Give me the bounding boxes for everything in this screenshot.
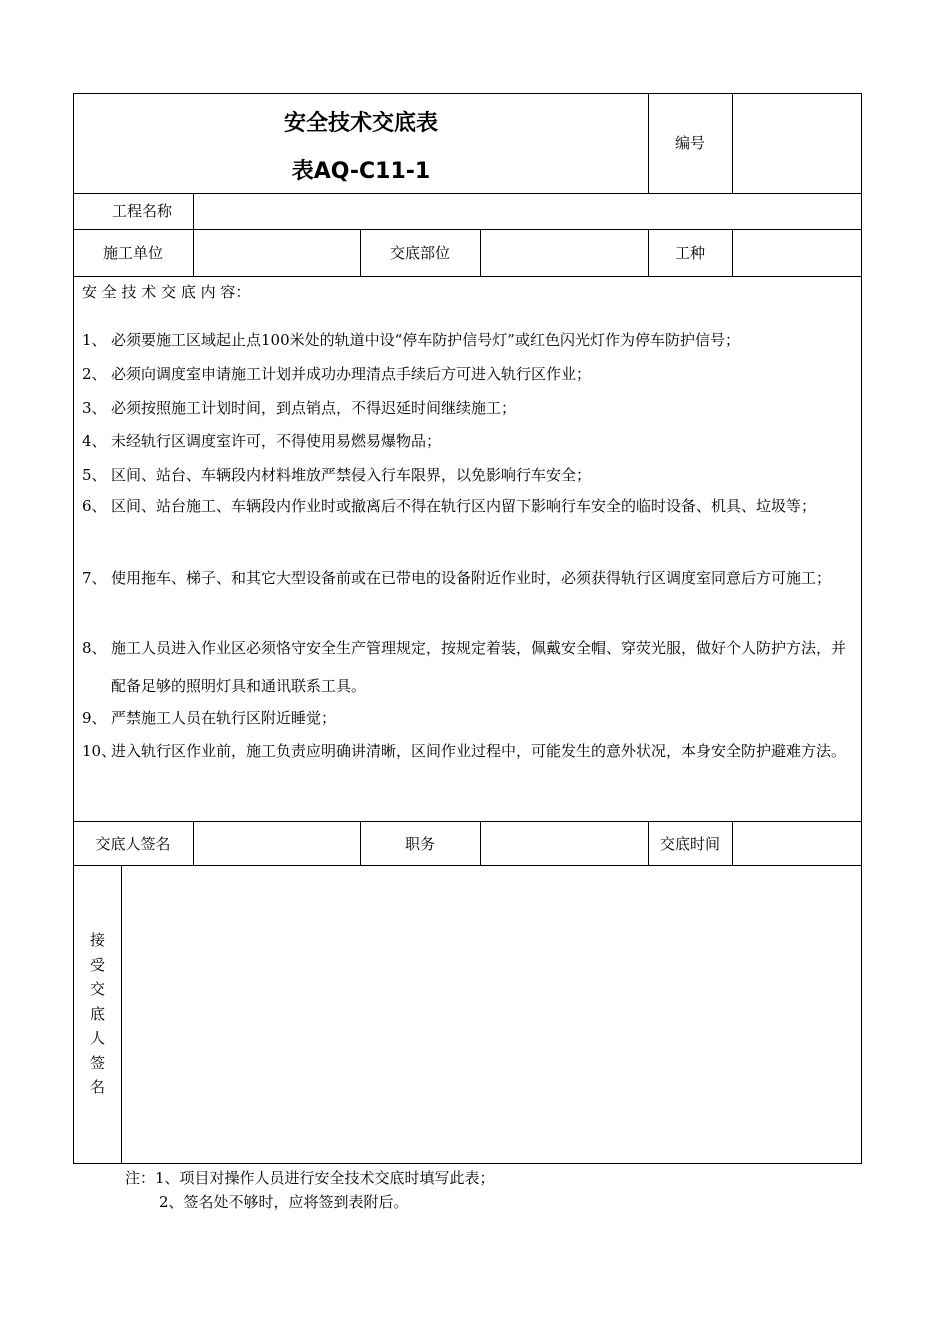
position-field[interactable] bbox=[481, 822, 648, 865]
content-heading: 安 全 技 术 交 底 内 容： bbox=[82, 283, 251, 301]
item-number: 8、 bbox=[82, 639, 107, 657]
item-text: 严禁施工人员在轨行区附近睡觉； bbox=[111, 709, 337, 727]
signer-label: 交底人签名 bbox=[95, 835, 171, 853]
item-number: 4、 bbox=[82, 432, 107, 450]
time-field[interactable] bbox=[733, 822, 861, 865]
item-text: 必须要施工区域起止点100米处的轨道中设“停车防护信号灯”或红色闪光灯作为停车防护信号； bbox=[111, 331, 740, 349]
item-number: 3、 bbox=[82, 399, 107, 417]
time-label: 交底时间 bbox=[659, 835, 720, 853]
project-name-label: 工程名称 bbox=[111, 202, 172, 220]
construction-unit-label: 施工单位 bbox=[102, 244, 163, 262]
trade-label: 工种 bbox=[674, 244, 705, 262]
number-field[interactable] bbox=[733, 94, 861, 193]
signer-field[interactable] bbox=[194, 822, 360, 865]
position-label: 职务 bbox=[404, 835, 435, 853]
number-label: 编号 bbox=[674, 134, 705, 152]
item-text: 区间、站台施工、车辆段内作业时或撤离后不得在轨行区内留下影响行车安全的临时设备、机具、垃圾等； bbox=[111, 497, 817, 515]
item-number: 9、 bbox=[82, 709, 107, 727]
item-number: 1、 bbox=[82, 331, 107, 349]
note-line-1: 注：1、项目对操作人员进行安全技术交底时填写此表； bbox=[125, 1169, 495, 1187]
project-name-field[interactable] bbox=[194, 194, 861, 229]
item-number: 7、 bbox=[82, 569, 107, 587]
receiver-signature-area[interactable] bbox=[122, 866, 861, 1163]
form-code: 表AQ-C11-1 bbox=[291, 159, 431, 184]
item-text: 未经轨行区调度室许可，不得使用易燃易爆物品； bbox=[111, 432, 442, 450]
item-number: 10、 bbox=[82, 742, 117, 760]
item-number: 5、 bbox=[82, 466, 107, 484]
item-text: 区间、站台、车辆段内材料堆放严禁侵入行车限界，以免影响行车安全； bbox=[111, 466, 592, 484]
handover-part-label: 交底部位 bbox=[389, 244, 450, 262]
handover-part-field[interactable] bbox=[481, 230, 648, 276]
item-text: 必须按照施工计划时间，到点销点，不得迟延时间继续施工； bbox=[111, 399, 517, 417]
item-number: 6、 bbox=[82, 497, 107, 515]
item-text: 施工人员进入作业区必须恪守安全生产管理规定，按规定着装，佩戴安全帽、穿荧光服，做好个人防护方法，并配备足够的照明灯具和通讯联系工具。 bbox=[111, 639, 847, 695]
item-text: 必须向调度室申请施工计划并成功办理清点手续后方可进入轨行区作业； bbox=[111, 365, 592, 383]
trade-field[interactable] bbox=[733, 230, 861, 276]
note-line-2: 2、签名处不够时，应将签到表附后。 bbox=[159, 1193, 409, 1211]
construction-unit-field[interactable] bbox=[194, 230, 360, 276]
item-text: 进入轨行区作业前，施工负责应明确讲清晰，区间作业过程中，可能发生的意外状况，本身安全防护避难方法。 bbox=[111, 742, 847, 760]
item-number: 2、 bbox=[82, 365, 107, 383]
receiver-signature-label: 接 受 交 底 人 签 名 bbox=[89, 931, 105, 1096]
item-text: 使用拖车、梯子、和其它大型设备前或在已带电的设备附近作业时，必须获得轨行区调度室同意后方可施工； bbox=[111, 569, 832, 587]
page-title: 安全技术交底表 bbox=[283, 111, 438, 136]
